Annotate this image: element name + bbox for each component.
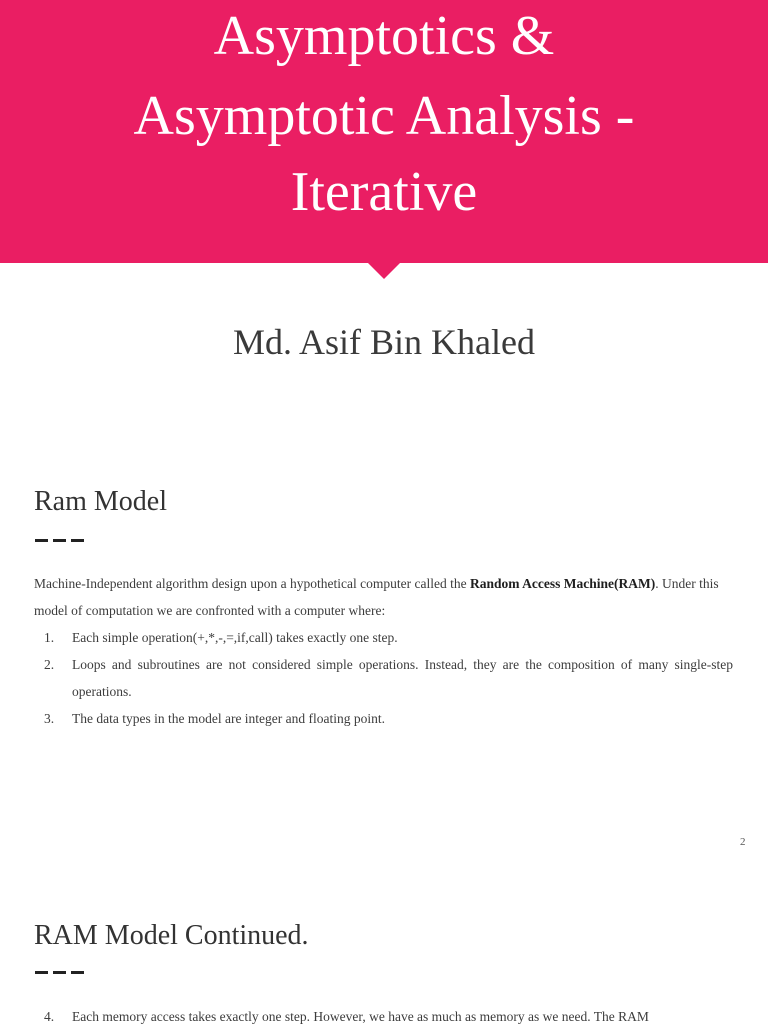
list-item bbox=[34, 1003, 733, 1024]
intro-bold-term: Random Access Machine(RAM) bbox=[469, 576, 656, 591]
ram-rules-list-continued bbox=[34, 1003, 733, 1024]
author-name: Md. Asif Bin Khaled bbox=[233, 322, 535, 362]
intro-text-end: . Under this model of computation we are confronted with a computer where: bbox=[34, 576, 719, 618]
intro-text-start: Machine-Independent algorithm design upon a hypothetical computer called the bbox=[34, 576, 470, 591]
title-line-1: Asymptotics & bbox=[213, 5, 555, 67]
list-item bbox=[34, 705, 733, 732]
list-item bbox=[34, 651, 733, 705]
list-item-number: 4. bbox=[44, 1009, 55, 1024]
slide-heading-ram-model: Ram Model bbox=[34, 486, 167, 517]
title-line-2: Asymptotic Analysis - bbox=[133, 85, 635, 147]
list-item-text: The data types in the model are integer and floating point. bbox=[72, 711, 386, 726]
list-item-text: Each simple operation(+,*,-,=,if,call) takes exactly one step. bbox=[72, 630, 398, 645]
title-banner bbox=[0, 0, 768, 263]
slide-heading-ram-model-continued: RAM Model Continued. bbox=[34, 920, 309, 951]
intro-paragraph bbox=[34, 570, 734, 624]
list-item-text: Loops and subroutines are not considered simple operations. Instead, they are the composition of many single-step operations. bbox=[72, 657, 733, 699]
list-item-number: 1. bbox=[44, 630, 55, 645]
page-number: 2 bbox=[740, 836, 746, 848]
ram-rules-list bbox=[34, 624, 733, 732]
list-item-number: 3. bbox=[44, 711, 55, 726]
list-item bbox=[34, 624, 733, 651]
heading-dash-rule bbox=[35, 539, 85, 542]
title-line-3: Iterative bbox=[290, 161, 478, 223]
list-item-number: 2. bbox=[44, 657, 55, 672]
heading-dash-rule bbox=[35, 971, 85, 974]
list-item-text: Each memory access takes exactly one step. However, we have as much as memory as we need. The RAM bbox=[72, 1009, 649, 1024]
banner-notch bbox=[367, 262, 401, 279]
